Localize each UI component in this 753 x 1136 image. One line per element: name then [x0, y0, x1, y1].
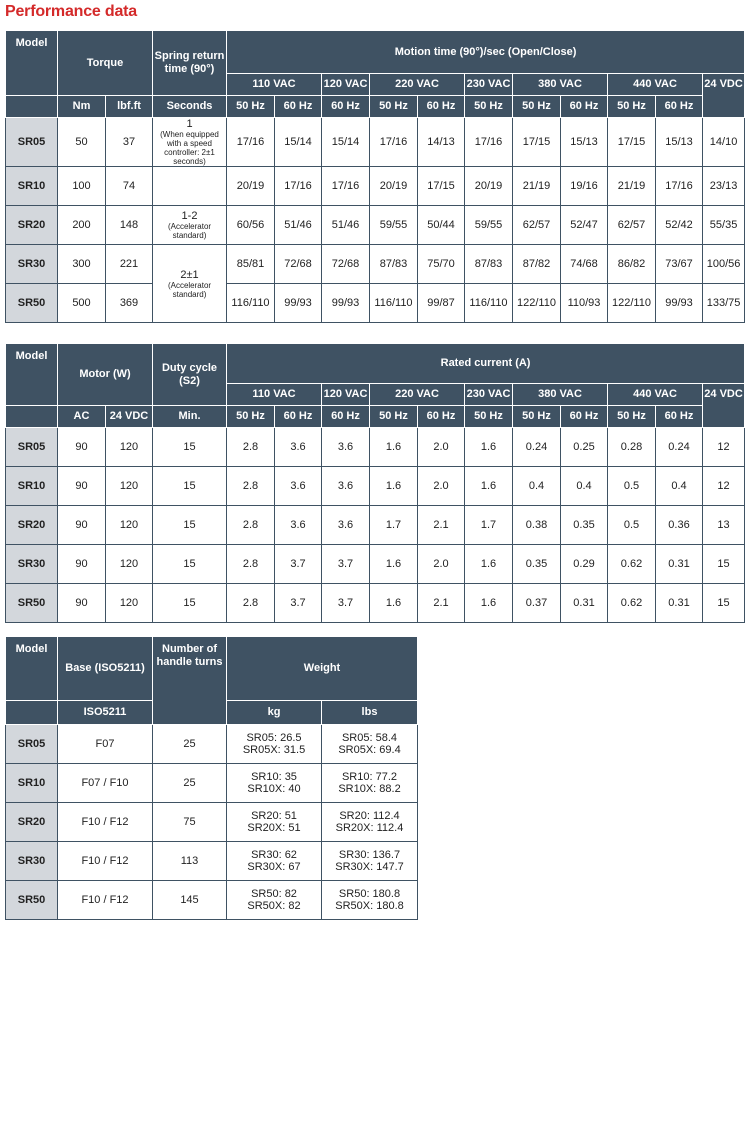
weight-line: SR20X: 51 — [247, 822, 301, 834]
table-row — [6, 545, 745, 584]
cell: 3.6 — [275, 467, 322, 506]
cell: 25 — [153, 725, 227, 764]
cell: 1.7 — [370, 506, 418, 545]
header-freq: 50 Hz — [370, 96, 418, 118]
table-row — [6, 842, 418, 881]
header-voltage: 440 VAC — [608, 74, 703, 96]
cell: 62/57 — [608, 206, 656, 245]
cell: 17/16 — [227, 118, 275, 167]
spring-value: 1 — [186, 118, 193, 130]
cell: 116/110 — [370, 284, 418, 323]
cell: 72/68 — [275, 245, 322, 284]
cell: 221 — [106, 245, 153, 284]
cell: 15 — [153, 467, 227, 506]
header-min: Min. — [153, 406, 227, 428]
cell: 25 — [153, 764, 227, 803]
model-cell: SR20 — [6, 506, 58, 545]
cell: 17/16 — [322, 167, 370, 206]
cell: 17/15 — [513, 118, 561, 167]
cell: 0.62 — [608, 584, 656, 623]
cell: 14/13 — [418, 118, 465, 167]
cell: 21/19 — [513, 167, 561, 206]
weight-line: SR50: 82 — [251, 888, 297, 900]
cell: 51/46 — [322, 206, 370, 245]
weight-line: SR10: 77.2 — [341, 771, 398, 783]
header-voltage: 380 VAC — [513, 74, 608, 96]
cell: 75 — [153, 803, 227, 842]
cell: 2.1 — [418, 584, 465, 623]
table-row — [6, 506, 745, 545]
table-row — [6, 206, 745, 245]
header-ac: AC — [58, 406, 106, 428]
cell: 75/70 — [418, 245, 465, 284]
cell: 3.7 — [275, 545, 322, 584]
weight-line: SR10: 35 — [251, 771, 297, 783]
cell: F07 / F10 — [58, 764, 153, 803]
cell: 120 — [106, 584, 153, 623]
cell: 0.62 — [608, 545, 656, 584]
header-freq: 50 Hz — [465, 96, 513, 118]
table-row — [6, 467, 745, 506]
header-iso: ISO5211 — [58, 701, 153, 725]
cell: 52/47 — [561, 206, 608, 245]
weight-line: SR30X: 147.7 — [335, 861, 404, 873]
cell: F10 / F12 — [58, 842, 153, 881]
cell: 15/13 — [656, 118, 703, 167]
cell: 1.6 — [370, 428, 418, 467]
header-blank — [6, 96, 58, 118]
header-nm: Nm — [58, 96, 106, 118]
cell: 15 — [153, 428, 227, 467]
table-row — [6, 284, 745, 323]
cell: 0.4 — [513, 467, 561, 506]
cell: 122/110 — [513, 284, 561, 323]
cell: 62/57 — [513, 206, 561, 245]
cell: 15/14 — [275, 118, 322, 167]
header-blank — [6, 701, 58, 725]
header-kg: kg — [227, 701, 322, 725]
cell: 3.6 — [275, 428, 322, 467]
cell: 23/13 — [703, 167, 745, 206]
spring-cell — [153, 245, 227, 323]
cell: 0.38 — [513, 506, 561, 545]
cell: 15 — [153, 506, 227, 545]
cell: F07 — [58, 725, 153, 764]
model-cell: SR05 — [6, 725, 58, 764]
header-voltage: 230 VAC — [465, 74, 513, 96]
spring-note: (When equipped with a speed controller: 2±1 seconds) — [160, 130, 219, 166]
table-row — [6, 584, 745, 623]
header-voltage: 220 VAC — [370, 384, 465, 406]
cell: 15 — [703, 545, 745, 584]
cell — [322, 725, 418, 764]
header-voltage: 110 VAC — [227, 384, 322, 406]
cell: 145 — [153, 881, 227, 920]
header-handle-turns: Number of handle turns — [153, 637, 227, 725]
header-voltage: 110 VAC — [227, 74, 322, 96]
cell: 369 — [106, 284, 153, 323]
cell: 0.36 — [656, 506, 703, 545]
cell: 3.6 — [322, 467, 370, 506]
cell: 0.24 — [656, 428, 703, 467]
model-cell: SR10 — [6, 467, 58, 506]
table-row — [6, 428, 745, 467]
model-cell: SR20 — [6, 206, 58, 245]
cell: 59/55 — [370, 206, 418, 245]
cell — [322, 842, 418, 881]
cell: 0.35 — [513, 545, 561, 584]
cell: 50 — [58, 118, 106, 167]
cell: 17/16 — [656, 167, 703, 206]
cell — [227, 842, 322, 881]
header-voltage: 24 VDC — [703, 74, 745, 118]
header-freq: 50 Hz — [513, 96, 561, 118]
cell: 12 — [703, 428, 745, 467]
cell: 200 — [58, 206, 106, 245]
model-cell: SR10 — [6, 167, 58, 206]
cell: 300 — [58, 245, 106, 284]
cell: 60/56 — [227, 206, 275, 245]
header-voltage: 220 VAC — [370, 74, 465, 96]
header-voltage: 120 VAC — [322, 384, 370, 406]
cell: 87/83 — [370, 245, 418, 284]
cell: 122/110 — [608, 284, 656, 323]
header-motor: Motor (W) — [58, 344, 153, 406]
cell: 1.6 — [370, 584, 418, 623]
weight-line: SR05: 26.5 — [246, 732, 302, 744]
cell: 2.1 — [418, 506, 465, 545]
cell: 0.24 — [513, 428, 561, 467]
cell: 99/93 — [275, 284, 322, 323]
header-voltage: 440 VAC — [608, 384, 703, 406]
header-freq: 50 Hz — [370, 406, 418, 428]
cell — [227, 764, 322, 803]
cell: 2.8 — [227, 467, 275, 506]
cell: 116/110 — [465, 284, 513, 323]
cell: 113 — [153, 842, 227, 881]
cell: 13 — [703, 506, 745, 545]
header-model: Model — [6, 344, 58, 406]
spring-cell — [153, 167, 227, 206]
header-lbf: lbf.ft — [106, 96, 153, 118]
header-base: Base (ISO5211) — [58, 637, 153, 701]
header-freq: 50 Hz — [465, 406, 513, 428]
header-model: Model — [6, 31, 58, 96]
cell: 21/19 — [608, 167, 656, 206]
spring-note: (Accelerator standard) — [167, 222, 212, 240]
cell: 19/16 — [561, 167, 608, 206]
cell: 120 — [106, 545, 153, 584]
cell — [227, 725, 322, 764]
cell: 0.31 — [656, 545, 703, 584]
weight-line: SR05X: 31.5 — [242, 744, 306, 756]
table-row — [6, 725, 418, 764]
header-seconds: Seconds — [153, 96, 227, 118]
weight-line: SR50X: 180.8 — [335, 900, 404, 912]
cell: 17/16 — [465, 118, 513, 167]
table-row — [6, 764, 418, 803]
cell: 20/19 — [465, 167, 513, 206]
weight-line: SR05X: 69.4 — [338, 744, 401, 756]
cell: 90 — [58, 467, 106, 506]
cell: 0.35 — [561, 506, 608, 545]
table-row — [6, 118, 745, 167]
cell: 133/75 — [703, 284, 745, 323]
cell: 2.0 — [418, 428, 465, 467]
header-freq: 60 Hz — [418, 96, 465, 118]
cell: 20/19 — [227, 167, 275, 206]
cell: 74 — [106, 167, 153, 206]
header-model: Model — [6, 637, 58, 701]
cell: 0.31 — [561, 584, 608, 623]
cell: 120 — [106, 428, 153, 467]
header-duty-cycle: Duty cycle (S2) — [153, 344, 227, 406]
header-voltage: 230 VAC — [465, 384, 513, 406]
header-freq: 50 Hz — [608, 96, 656, 118]
weight-line: SR10X: 88.2 — [338, 783, 401, 795]
cell: 0.37 — [513, 584, 561, 623]
cell: 99/93 — [656, 284, 703, 323]
cell: 0.4 — [561, 467, 608, 506]
header-freq: 50 Hz — [608, 406, 656, 428]
spring-cell — [153, 118, 227, 167]
cell: 15 — [153, 584, 227, 623]
cell: 72/68 — [322, 245, 370, 284]
cell: 90 — [58, 584, 106, 623]
header-spring-return: Spring return time (90°) — [153, 31, 227, 96]
header-torque: Torque — [58, 31, 153, 96]
cell: 73/67 — [656, 245, 703, 284]
model-cell: SR30 — [6, 842, 58, 881]
weight-line: SR30: 136.7 — [338, 849, 401, 861]
cell: 2.8 — [227, 584, 275, 623]
cell: 0.29 — [561, 545, 608, 584]
weight-line: SR50X: 82 — [247, 900, 301, 912]
cell: 59/55 — [465, 206, 513, 245]
header-voltage: 380 VAC — [513, 384, 608, 406]
cell: 17/16 — [275, 167, 322, 206]
cell: 51/46 — [275, 206, 322, 245]
cell: 1.6 — [465, 545, 513, 584]
motion-time-table — [5, 30, 745, 323]
header-freq: 50 Hz — [227, 406, 275, 428]
cell — [322, 764, 418, 803]
weight-line: SR20: 51 — [251, 810, 297, 822]
cell: 15 — [153, 545, 227, 584]
cell: 90 — [58, 545, 106, 584]
cell: 2.0 — [418, 467, 465, 506]
cell: 17/16 — [370, 118, 418, 167]
cell: 15 — [703, 584, 745, 623]
table-row — [6, 245, 745, 284]
cell: 99/87 — [418, 284, 465, 323]
cell: 116/110 — [227, 284, 275, 323]
header-freq: 60 Hz — [275, 406, 322, 428]
weight-line: SR05: 58.4 — [341, 732, 398, 744]
header-freq: 50 Hz — [227, 96, 275, 118]
cell: 3.6 — [322, 428, 370, 467]
cell — [227, 803, 322, 842]
header-freq: 60 Hz — [418, 406, 465, 428]
model-cell: SR10 — [6, 764, 58, 803]
header-freq: 60 Hz — [656, 406, 703, 428]
cell: 100 — [58, 167, 106, 206]
cell: 100/56 — [703, 245, 745, 284]
cell: 3.6 — [275, 506, 322, 545]
cell: 0.31 — [656, 584, 703, 623]
cell: 2.8 — [227, 506, 275, 545]
model-cell: SR05 — [6, 118, 58, 167]
cell: 52/42 — [656, 206, 703, 245]
model-cell: SR30 — [6, 245, 58, 284]
weight-line: SR30: 62 — [251, 849, 297, 861]
cell: 55/35 — [703, 206, 745, 245]
weight-line: SR20: 112.4 — [339, 810, 400, 822]
header-blank — [6, 406, 58, 428]
weight-line: SR50: 180.8 — [338, 888, 401, 900]
cell: 87/83 — [465, 245, 513, 284]
weight-line: SR10X: 40 — [247, 783, 301, 795]
cell: 0.5 — [608, 506, 656, 545]
cell — [322, 803, 418, 842]
weight-table — [5, 636, 418, 920]
model-cell: SR50 — [6, 284, 58, 323]
cell: 14/10 — [703, 118, 745, 167]
cell: 1.6 — [370, 467, 418, 506]
cell: 148 — [106, 206, 153, 245]
model-cell: SR50 — [6, 881, 58, 920]
cell: 3.6 — [322, 506, 370, 545]
cell: 15/14 — [322, 118, 370, 167]
table-row — [6, 803, 418, 842]
cell: 2.8 — [227, 545, 275, 584]
cell: 0.4 — [656, 467, 703, 506]
header-voltage: 24 VDC — [703, 384, 745, 428]
header-freq: 60 Hz — [322, 406, 370, 428]
cell: 120 — [106, 506, 153, 545]
cell: 17/15 — [608, 118, 656, 167]
cell: 85/81 — [227, 245, 275, 284]
header-lbs: lbs — [322, 701, 418, 725]
cell: 0.25 — [561, 428, 608, 467]
spring-value: 2±1 — [180, 268, 199, 281]
rated-current-table — [5, 343, 745, 623]
cell: 1.6 — [465, 428, 513, 467]
cell: 90 — [58, 428, 106, 467]
model-cell: SR20 — [6, 803, 58, 842]
header-voltage: 120 VAC — [322, 74, 370, 96]
header-freq: 60 Hz — [275, 96, 322, 118]
cell: 2.0 — [418, 545, 465, 584]
cell — [227, 881, 322, 920]
cell: 17/15 — [418, 167, 465, 206]
cell: 500 — [58, 284, 106, 323]
header-freq: 60 Hz — [322, 96, 370, 118]
model-cell: SR05 — [6, 428, 58, 467]
header-freq: 60 Hz — [656, 96, 703, 118]
cell: 3.7 — [322, 584, 370, 623]
cell: 3.7 — [275, 584, 322, 623]
cell: 99/93 — [322, 284, 370, 323]
cell: 0.5 — [608, 467, 656, 506]
cell: F10 / F12 — [58, 881, 153, 920]
cell: 86/82 — [608, 245, 656, 284]
cell: 15/13 — [561, 118, 608, 167]
page-title: Performance data — [5, 3, 137, 20]
model-cell: SR30 — [6, 545, 58, 584]
cell: 50/44 — [418, 206, 465, 245]
spring-cell — [153, 206, 227, 245]
spring-note: (Accelerator standard) — [167, 280, 212, 299]
cell: 0.28 — [608, 428, 656, 467]
cell: 87/82 — [513, 245, 561, 284]
cell: 74/68 — [561, 245, 608, 284]
cell: 110/93 — [561, 284, 608, 323]
cell: 20/19 — [370, 167, 418, 206]
header-motion-time: Motion time (90°)/sec (Open/Close) — [227, 31, 745, 74]
table-row — [6, 167, 745, 206]
cell: 1.6 — [370, 545, 418, 584]
cell: 1.7 — [465, 506, 513, 545]
cell: 12 — [703, 467, 745, 506]
cell: 90 — [58, 506, 106, 545]
cell: 37 — [106, 118, 153, 167]
header-weight: Weight — [227, 637, 418, 701]
header-freq: 60 Hz — [561, 406, 608, 428]
cell: F10 / F12 — [58, 803, 153, 842]
cell: 3.7 — [322, 545, 370, 584]
table-row — [6, 881, 418, 920]
header-freq: 50 Hz — [513, 406, 561, 428]
header-24vdc: 24 VDC — [106, 406, 153, 428]
cell: 2.8 — [227, 428, 275, 467]
cell: 1.6 — [465, 467, 513, 506]
spring-value: 1-2 — [181, 210, 198, 222]
cell: 120 — [106, 467, 153, 506]
model-cell: SR50 — [6, 584, 58, 623]
header-rated-current: Rated current (A) — [227, 344, 745, 384]
weight-line: SR30X: 67 — [247, 861, 301, 873]
cell — [322, 881, 418, 920]
cell: 1.6 — [465, 584, 513, 623]
weight-line: SR20X: 112.4 — [335, 822, 404, 834]
header-freq: 60 Hz — [561, 96, 608, 118]
